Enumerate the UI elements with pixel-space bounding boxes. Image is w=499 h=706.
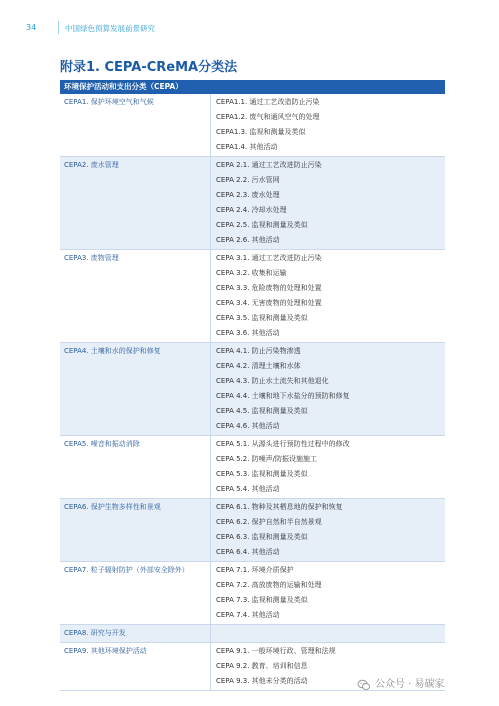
subcategory-item: CEPA 7.1. 环境介质保护 xyxy=(216,566,294,574)
page-header xyxy=(0,20,499,36)
category-label: CEPA8. 研究与开发 xyxy=(64,629,126,637)
subcategory-item: CEPA 6.4. 其他活动 xyxy=(216,548,280,556)
subcategory-item: CEPA 2.3. 废水处理 xyxy=(216,191,280,199)
subcategory-item: CEPA 9.1. 一般环境行政、管理和法规 xyxy=(216,647,336,655)
subcategory-item: CEPA 2.4. 冷却水处理 xyxy=(216,206,287,214)
subcategory-item: CEPA 2.6. 其他活动 xyxy=(216,236,280,244)
table-group-row xyxy=(60,250,445,343)
cepa-table xyxy=(60,80,445,691)
subcategory-item: CEPA 5.1. 从源头进行预防性过程中的修改 xyxy=(216,440,350,448)
subcategory-item: CEPA 3.4. 无害废物的处理和处置 xyxy=(216,299,322,307)
appendix-title: 附录1. CEPA-CReMA分类法 xyxy=(60,60,238,75)
category-label: CEPA6. 保护生物多样性和景观 xyxy=(64,503,161,511)
subcategory-item: CEPA 7.3. 监视和测量及类似 xyxy=(216,596,308,604)
category-label: CEPA7. 粒子辐射防护（外部安全除外） xyxy=(64,566,189,574)
subcategory-item: CEPA 5.2. 防噪声/防振设施施工 xyxy=(216,455,318,463)
subcategory-item: CEPA 6.2. 保护自然和半自然景观 xyxy=(216,518,322,526)
subcategory-item: CEPA 5.4. 其他活动 xyxy=(216,485,280,493)
subcategory-item: CEPA 9.2. 教育、培训和信息 xyxy=(216,662,308,670)
category-label: CEPA1. 保护环境空气和气候 xyxy=(64,98,154,106)
subcategory-item: CEPA 4.2. 清理土壤和水体 xyxy=(216,362,301,370)
subcategory-item: CEPA1.1. 通过工艺改造防止污染 xyxy=(216,98,320,106)
subcategory-item: CEPA 3.6. 其他活动 xyxy=(216,329,280,337)
subcategory-item: CEPA 6.3. 监视和测量及类似 xyxy=(216,533,308,541)
subcategory-item: CEPA 7.2. 高放废物的运输和处理 xyxy=(216,581,322,589)
subcategory-item: CEPA 6.1. 物种及其栖息地的保护和恢复 xyxy=(216,503,343,511)
subcategory-item: CEPA 4.5. 监视和测量及类似 xyxy=(216,407,308,415)
category-label: CEPA9. 其他环境保护活动 xyxy=(64,647,147,655)
subcategory-item: CEPA 2.2. 污水管网 xyxy=(216,176,280,184)
subcategory-list xyxy=(210,250,445,342)
subcategory-item: CEPA 3.2. 收集和运输 xyxy=(216,269,287,277)
subcategory-list xyxy=(210,157,445,249)
running-title: 中国绿色预算发展前景研究 xyxy=(65,24,155,33)
subcategory-item: CEPA 3.5. 监视和测量及类似 xyxy=(216,314,308,322)
table-group-row xyxy=(60,157,445,250)
wechat-icon xyxy=(357,678,371,692)
page-number: 34 xyxy=(26,23,37,32)
subcategory-list xyxy=(210,625,445,642)
subcategory-item: CEPA1.4. 其他活动 xyxy=(216,143,278,151)
subcategory-item: CEPA1.2. 废气和通风空气的处理 xyxy=(216,113,320,121)
subcategory-item: CEPA 4.4. 土壤和地下水盐分的预防和修复 xyxy=(216,392,350,400)
subcategory-item: CEPA1.3. 监视和测量及类似 xyxy=(216,128,306,136)
subcategory-item: CEPA 3.3. 危险废物的处理和处置 xyxy=(216,284,322,292)
category-label: CEPA2. 废水管理 xyxy=(64,161,119,169)
table-group-row xyxy=(60,343,445,436)
subcategory-item: CEPA 7.4. 其他活动 xyxy=(216,611,280,619)
table-group-row xyxy=(60,499,445,562)
table-group-row xyxy=(60,436,445,499)
category-label: CEPA3. 废物管理 xyxy=(64,254,119,262)
subcategory-item: CEPA 5.3. 监视和测量及类似 xyxy=(216,470,308,478)
table-body xyxy=(60,94,445,691)
subcategory-item: CEPA 4.1. 防止污染物渗透 xyxy=(216,347,301,355)
subcategory-item: CEPA 3.1. 通过工艺改进防止污染 xyxy=(216,254,322,262)
subcategory-list xyxy=(210,436,445,498)
header-divider xyxy=(58,21,59,34)
table-group-row xyxy=(60,94,445,157)
subcategory-item: CEPA 4.6. 其他活动 xyxy=(216,422,280,430)
subcategory-item: CEPA 2.1. 通过工艺改进防止污染 xyxy=(216,161,322,169)
subcategory-item: CEPA 2.5. 监视和测量及类似 xyxy=(216,221,308,229)
subcategory-list xyxy=(210,94,445,156)
category-label: CEPA5. 噪音和振动消除 xyxy=(64,440,140,448)
subcategory-list xyxy=(210,343,445,435)
table-group-row xyxy=(60,562,445,625)
subcategory-list xyxy=(210,562,445,624)
table-header: 环境保护活动和支出分类（CEPA） xyxy=(60,80,445,94)
subcategory-list xyxy=(210,499,445,561)
category-label: CEPA4. 土壤和水的保护和修复 xyxy=(64,347,161,355)
subcategory-item: CEPA 4.3. 防止水土流失和其他退化 xyxy=(216,377,329,385)
subcategory-item: CEPA 9.3. 其他未分类的活动 xyxy=(216,677,308,685)
table-group-row xyxy=(60,625,445,643)
watermark-text: 公众号 · 易碳家 xyxy=(375,679,445,690)
subcategory-item xyxy=(216,626,445,641)
